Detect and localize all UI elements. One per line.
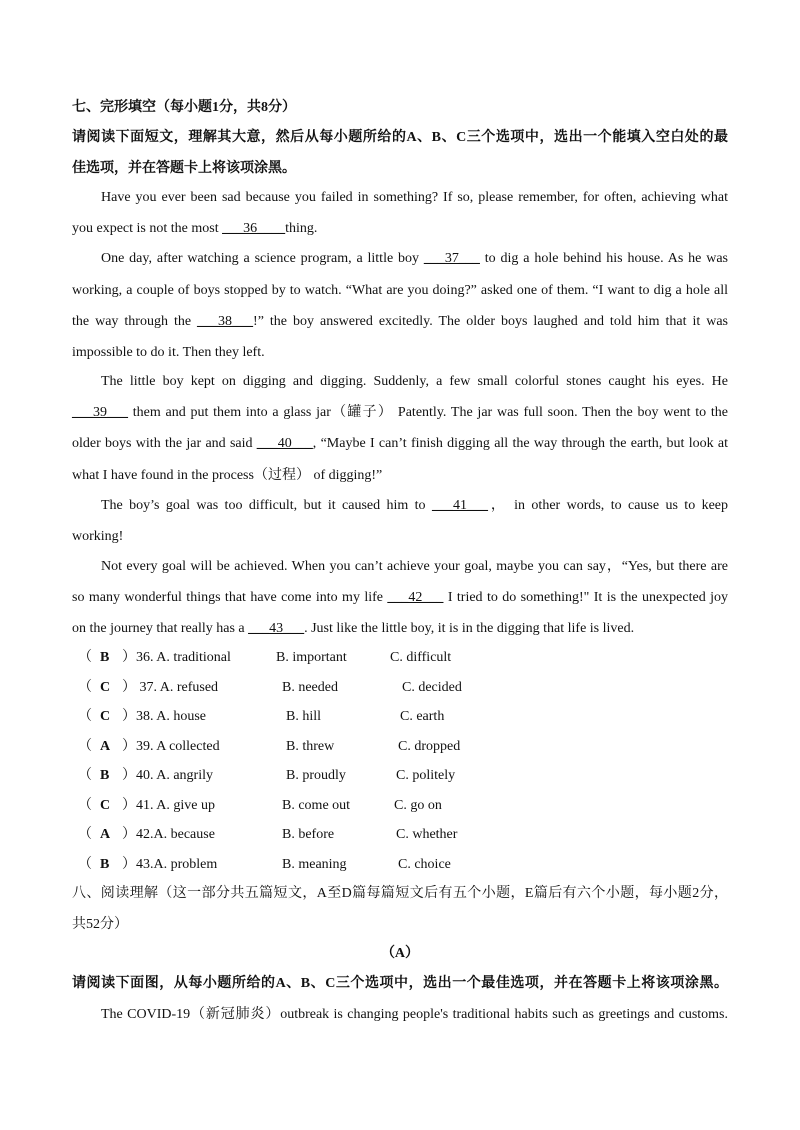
paren: （: [78, 739, 92, 754]
blank-41: ___41___: [431, 498, 488, 513]
option-b: B. needed: [282, 680, 338, 695]
passage-line: working, a couple of boys stopped by to watch. “What are you doing?” asked one of them. “I want to dig a hole all: [72, 283, 728, 298]
option-b: B. before: [282, 827, 335, 842]
passage-text: I tried to do something!" It is the unexpected joy: [443, 590, 728, 605]
answer-letter: A: [100, 739, 111, 754]
passage-text: older boys with the jar and said: [72, 436, 257, 451]
option-c: C. politely: [396, 768, 456, 783]
blank-39: ___39___: [72, 405, 128, 420]
option-b: B. hill: [286, 709, 322, 724]
paren: （: [78, 827, 92, 842]
passage-text: you expect is not the most: [72, 221, 223, 236]
paren: （: [78, 709, 92, 724]
option-c: C. dropped: [398, 739, 461, 754]
answer-letter: C: [100, 709, 111, 724]
option-a: ）39. A collected: [122, 739, 220, 754]
passage-text: to dig a hole behind his house. As he was: [479, 251, 728, 266]
passage-text: thing.: [285, 221, 318, 236]
passage-line: Have you ever been sad because you failed in something? If so, please remember, for often, achieving what: [101, 190, 728, 205]
passage-text: . Just like the little boy, it is in the digging that life is lived.: [304, 621, 635, 636]
passage-line: [72, 312, 728, 332]
paren: （: [78, 798, 92, 813]
option-b: B. threw: [286, 739, 335, 754]
passage-text: , “Maybe I can’t finish digging all the way through the earth, but look at: [312, 436, 728, 451]
passage-line: [72, 403, 728, 423]
passage-text: !” the boy answered excitedly. The older boys laughed and told him that it was: [253, 314, 728, 329]
paren: （: [78, 768, 92, 783]
answer-letter: B: [100, 650, 110, 665]
passage-line: [101, 249, 728, 269]
section-7-instruction-line1: 请阅读下面短文，理解其大意，然后从每小题所给的A、B、C三个选项中，选出一个能填入空白处的最: [72, 130, 728, 145]
option-a: ） 37. A. refused: [122, 680, 219, 695]
blank-38: ___38___: [197, 314, 254, 329]
option-a: ）43.A. problem: [122, 857, 218, 872]
paren: （: [78, 650, 92, 665]
passage-text: the way through the: [72, 314, 198, 329]
section-8-heading-line1: 八、阅读理解（这一部分共五篇短文，A至D篇每篇短文后有五个小题，E篇后有六个小题，每小题2分，: [72, 886, 728, 901]
answer-letter: B: [100, 857, 110, 872]
answer-letter: C: [100, 798, 111, 813]
passage-text: so many wonderful things that have come into my life: [72, 590, 388, 605]
option-b: B. come out: [282, 798, 351, 813]
option-a: ）40. A. angrily: [122, 768, 213, 783]
blank-43: ___43___: [248, 621, 305, 636]
passage-text: on the journey that really has a: [72, 621, 249, 636]
passage-line: what I have found in the process（过程） of digging!”: [72, 468, 383, 483]
passage-line: [72, 434, 728, 454]
option-a: ）36. A. traditional: [122, 650, 231, 665]
option-b: B. important: [276, 650, 347, 665]
passage-text: them and put them into a glass jar（罐子） Patently. The jar was full soon. Then the boy went to the: [128, 405, 728, 420]
answer-letter: C: [100, 680, 111, 695]
section-7-instruction-line2: 佳选项，并在答题卡上将该项涂黑。: [72, 161, 296, 176]
option-a: ）42.A. because: [122, 827, 215, 842]
paren: （: [78, 857, 92, 872]
answer-letter: A: [100, 827, 111, 842]
passage-text: One day, after watching a science program, a little boy: [101, 251, 424, 266]
option-c: C. whether: [396, 827, 458, 842]
passage-line: [72, 219, 728, 239]
passage-line: The little boy kept on digging and digging. Suddenly, a few small colorful stones caught his eyes. He: [101, 374, 728, 389]
passage-line: [72, 619, 728, 639]
section-7-heading: 七、完形填空（每小题1分，共8分）: [72, 100, 296, 115]
blank-42: ___42___: [387, 590, 444, 605]
passage-line: [72, 588, 728, 608]
passage-line: [101, 496, 728, 516]
part-a-instruction: 请阅读下面图，从每小题所给的A、B、C三个选项中，选出一个最佳选项，并在答题卡上将该项涂黑。: [72, 976, 728, 991]
option-c: C. go on: [394, 798, 442, 813]
part-a-intro: The COVID-19（新冠肺炎）outbreak is changing people's traditional habits such as greetings and customs.: [101, 1007, 728, 1022]
passage-line: Not every goal will be achieved. When you can’t achieve your goal, maybe you can say，“Yes, but there are: [101, 559, 728, 574]
passage-line: impossible to do it. Then they left.: [72, 345, 265, 360]
passage-text: ， in other words, to cause us to keep: [487, 498, 729, 513]
option-b: B. meaning: [282, 857, 347, 872]
answer-letter: B: [100, 768, 110, 783]
section-8-heading-line2: 共52分）: [72, 917, 128, 932]
option-a: ）38. A. house: [122, 709, 206, 724]
option-c: C. decided: [402, 680, 462, 695]
option-c: C. difficult: [390, 650, 452, 665]
option-b: B. proudly: [286, 768, 346, 783]
option-c: C. choice: [398, 857, 451, 872]
option-c: C. earth: [400, 709, 445, 724]
part-a-label: （A）: [380, 946, 420, 961]
blank-36: ___36____: [222, 221, 286, 236]
option-a: ）41. A. give up: [122, 798, 215, 813]
blank-40: ___40___: [256, 436, 313, 451]
paren: （: [78, 680, 92, 695]
passage-line: working!: [72, 529, 124, 544]
passage-text: The boy’s goal was too difficult, but it caused him to: [101, 498, 432, 513]
blank-37: ___37___: [423, 251, 480, 266]
